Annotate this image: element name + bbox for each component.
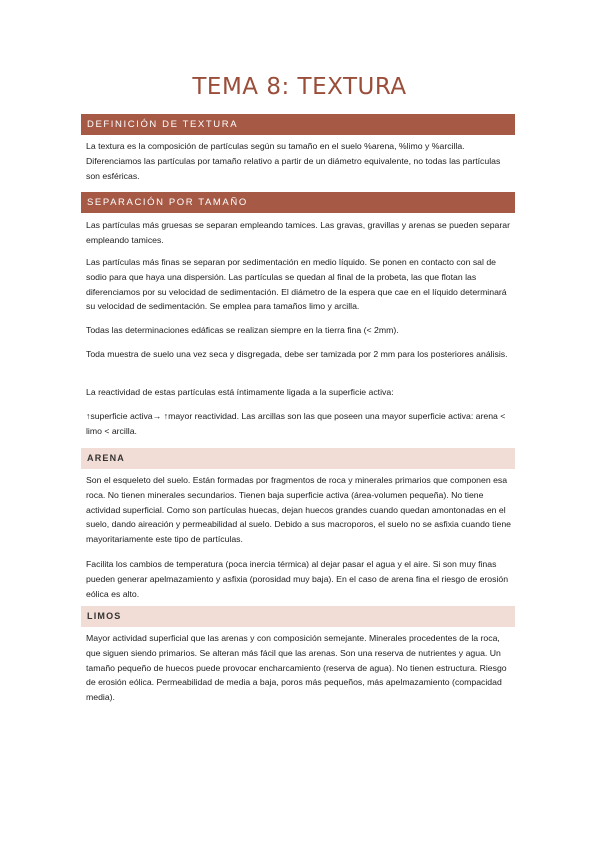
paragraph: Todas las determinaciones edáficas se realizan siempre en la tierra fina (< 2mm). <box>86 325 399 335</box>
paragraph: Las partículas más gruesas se separan empleando tamices. Las gravas, gravillas y arenas se pueden separar empleando tamices. <box>86 220 510 245</box>
paragraph: Son el esqueleto del suelo. Están formadas por fragmentos de roca y minerales primarios que componen esa roca. No tienen minerales secundarios. Tienen baja superficie activa (área-volumen pequeña). No tiene actividad superficial. Como son partículas huecas, dejan huecos grandes cuando quedan amontonadas en el suelo, dando aireación y permeabilidad al suelo. Debido a sus macroporos, el suelo no se asfixia cuando tiene mayoritariamente este tipo de partículas. <box>86 475 511 545</box>
subsection-heading-arena: ARENA <box>81 448 515 469</box>
section-heading-definicion: DEFINICIÓN DE TEXTURA <box>81 114 515 135</box>
paragraph: Toda muestra de suelo una vez seca y disgregada, debe ser tamizada por 2 mm para los posteriores análisis. <box>86 349 508 359</box>
paragraph: Las partículas más finas se separan por sedimentación en medio líquido. Se ponen en contacto con sal de sodio para que haya una dispersión. Las partículas se quedan al final de la probeta, las que flotan las diferenciamos por su velocidad de sedimentación. El diámetro de la espera que cae en el líquido determinará su velocidad de sedimentación. Se emplea para tamaños limo y arcilla. <box>86 257 507 312</box>
subsection-heading-limos: LIMOS <box>81 606 515 627</box>
paragraph: La reactividad de estas partículas está íntimamente ligada a la superficie activa: <box>86 387 394 397</box>
section-heading-separacion: SEPARACIÓN POR TAMAÑO <box>81 192 515 213</box>
page-title: TEMA 8: TEXTURA <box>192 74 407 100</box>
paragraph: Facilita los cambios de temperatura (poca inercia térmica) al dejar pasar el agua y el aire. Si son muy finas pueden generar apelmazamiento y asfixia (porosidad muy baja). En el caso de arena fina el riesgo de erosión eólica es alto. <box>86 559 509 599</box>
paragraph: La textura es la composición de partículas según su tamaño en el suelo %arena, %limo y %arcilla. Diferenciamos las partículas por tamaño relativo a partir de un diámetro equivalente, no todas las partículas son esféricas. <box>86 141 501 181</box>
paragraph: Mayor actividad superficial que las arenas y con composición semejante. Minerales procedentes de la roca, que siguen siendo primarios. Se alteran más fácil que las arenas. Son una reserva de nutrientes y agua. Un tamaño pequeño de huecos puede provocar encharcamiento (reserva de agua). No tienen estructura. Riesgo de erosión eólica. Permeabilidad de media a baja, poros más pequeños, más apelmazamiento (compacidad media). <box>86 633 507 703</box>
paragraph: ↑superficie activa→ ↑mayor reactividad. Las arcillas son las que poseen una mayor superficie activa: arena < limo < arcilla. <box>86 411 506 436</box>
